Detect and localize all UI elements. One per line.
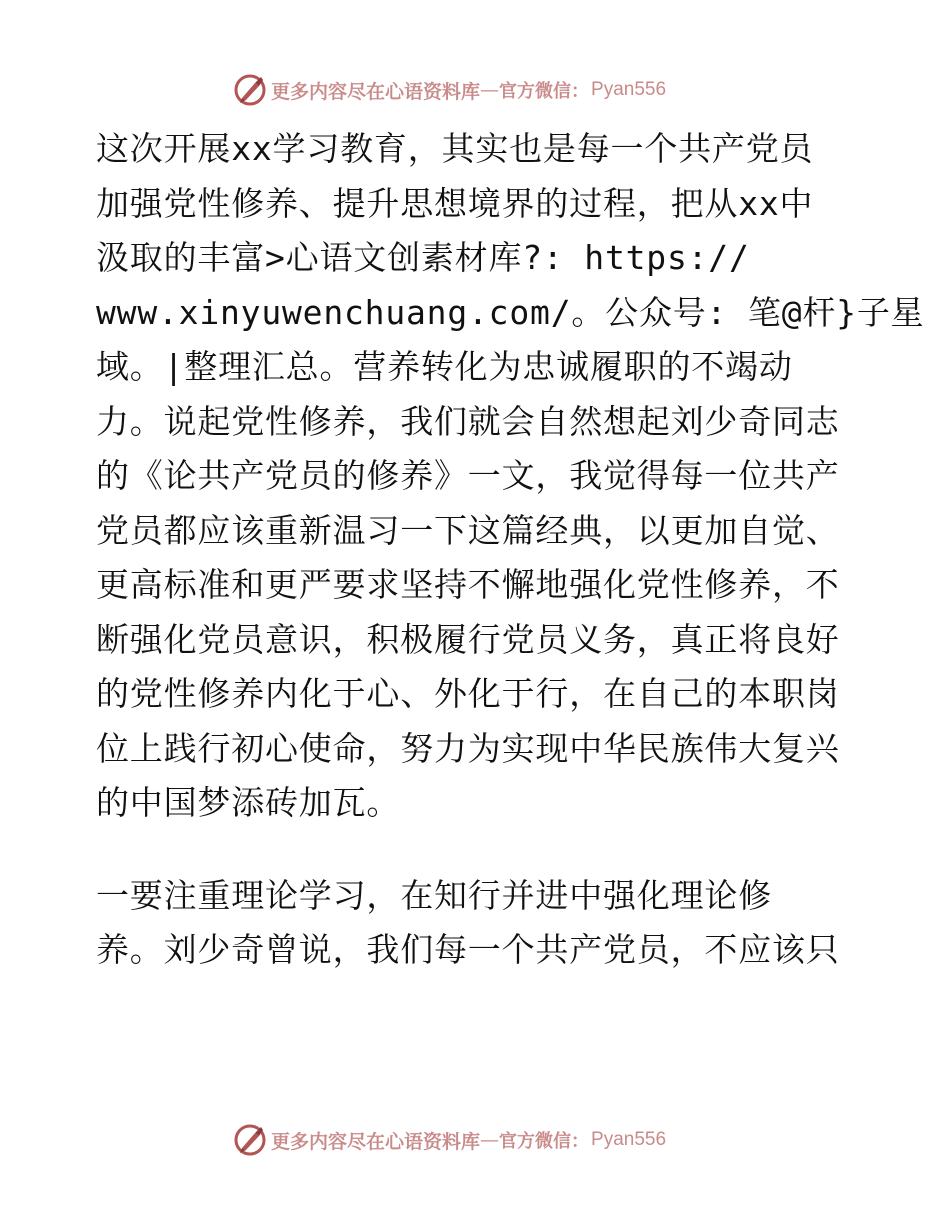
text-line: 域。|整理汇总。营养转化为忠诚履职的不竭动 xyxy=(96,347,793,386)
banner-title: 更多内容尽在心语资料库 xyxy=(271,1130,481,1153)
banner-wechat-id: Pyan556 xyxy=(591,79,667,100)
paragraph-spacer xyxy=(96,831,856,869)
footer-banner xyxy=(233,1122,666,1158)
text-line: 更高标准和更严要求坚持不懈地强化党性修养，不 xyxy=(96,565,840,604)
text-line: www.xinyuwenchuang.com/。公众号: 笔@杆}子星 xyxy=(96,292,925,332)
paragraph-1 xyxy=(96,122,925,831)
pen-logo-icon xyxy=(233,1123,267,1157)
text-line: 的党性修养内化于心、外化于行，在自己的本职岗 xyxy=(96,674,840,713)
text-line: 党员都应该重新温习一下这篇经典，以更加自觉、 xyxy=(96,510,840,550)
paragraph-2 xyxy=(96,869,856,978)
text-line: 汲取的丰富>心语文创素材库?: https:// xyxy=(96,238,750,277)
banner-wechat-label: 官方微信： xyxy=(499,81,590,102)
text-line: 的《论共产党员的修养》一文，我觉得每一位共产 xyxy=(96,456,840,495)
pen-logo-icon xyxy=(233,73,267,107)
banner-dash: — xyxy=(480,79,500,101)
text-line: 力。说起党性修养，我们就会自然想起刘少奇同志 xyxy=(96,401,840,441)
banner-wechat-id: Pyan556 xyxy=(591,1129,667,1150)
text-line: 一要注重理论学习，在知行并进中强化理论修 xyxy=(96,875,772,915)
text-line: 位上践行初心使命，努力为实现中华民族伟大复兴 xyxy=(96,728,840,768)
banner-dash: — xyxy=(480,1129,500,1151)
text-line: 加强党性修养、提升思想境界的过程，把从xx中 xyxy=(96,183,814,223)
banner-wechat-label: 官方微信： xyxy=(499,1131,590,1152)
text-line: 养。刘少奇曾说，我们每一个共产党员，不应该只 xyxy=(96,930,840,969)
text-line: 这次开展xx学习教育，其实也是每一个共产党员 xyxy=(96,129,814,168)
banner-title: 更多内容尽在心语资料库 xyxy=(271,80,481,103)
text-line: 的中国梦添砖加瓦。 xyxy=(96,783,401,822)
text-line: 断强化党员意识，积极履行党员义务，真正将良好 xyxy=(96,619,840,659)
document-body xyxy=(96,122,925,978)
header-banner xyxy=(233,72,666,108)
